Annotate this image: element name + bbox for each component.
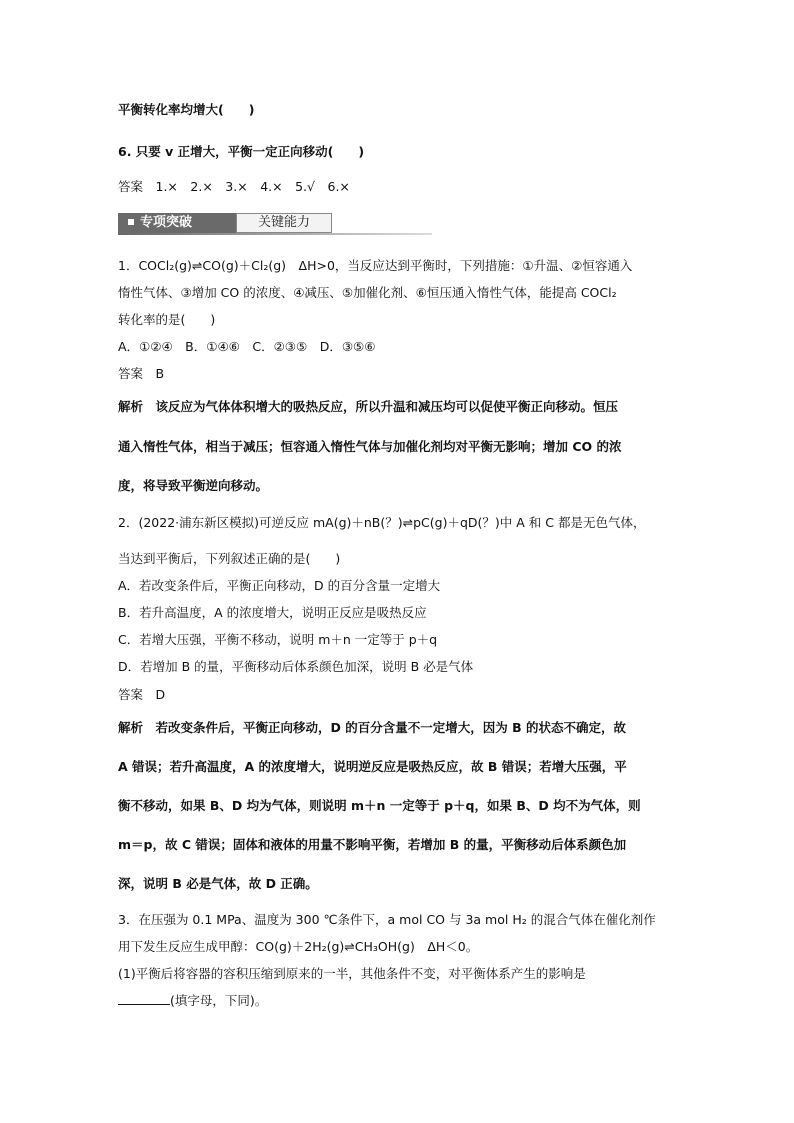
answer-line: 答案 D <box>118 687 166 702</box>
question-line: 当达到平衡后，下列叙述正确的是( ) <box>118 551 341 566</box>
analysis-line: 解析 若改变条件后，平衡正向移动，D 的百分含量不一定增大，因为 B 的状态不确定，故 <box>118 720 626 735</box>
banner-main-label: 专项突破 <box>140 215 193 230</box>
question-line: 用下发生反应生成甲醇：CO(g)＋2H₂(g)⇌CH₃OH(g) ΔH＜0。 <box>118 939 479 954</box>
question-tail: (填字母，下同)。 <box>170 993 268 1008</box>
question-line <box>118 992 267 1010</box>
option-line: A．①②④ B．①④⑥ C．②③⑤ D．③⑤⑥ <box>118 339 376 354</box>
analysis-line: A 错误；若升高温度，A 的浓度增大，说明逆反应是吸热反应，故 B 错误；若增大压强，平 <box>118 759 627 774</box>
analysis-line: 通入惰性气体，相当于减压；恒容通入惰性气体与加催化剂均对平衡无影响；增加 CO 的浓 <box>118 439 622 454</box>
banner-main <box>118 213 236 233</box>
section-banner <box>118 213 432 235</box>
square-icon <box>128 219 134 225</box>
text-line: 6. 只要 v 正增大，平衡一定正向移动( ) <box>118 144 365 159</box>
answer-line: 答案 1.× 2.× 3.× 4.× 5.√ 6.× <box>118 179 350 194</box>
option-line: C．若增大压强，平衡不移动，说明 m＋n 一定等于 p＋q <box>118 632 438 647</box>
answer-blank[interactable] <box>118 992 170 1005</box>
question-line: 3．在压强为 0.1 MPa、温度为 300 ℃条件下，a mol CO 与 3a mol H₂ 的混合气体在催化剂作 <box>118 912 656 927</box>
question-line: (1)平衡后将容器的容积压缩到原来的一半，其他条件不变，对平衡体系产生的影响是 <box>118 966 586 981</box>
banner-rule <box>118 233 432 235</box>
analysis-line: 深，说明 B 必是气体，故 D 正确。 <box>118 876 318 891</box>
option-line: D．若增加 B 的量，平衡移动后体系颜色加深，说明 B 必是气体 <box>118 659 474 674</box>
question-line: 2．(2022·浦东新区模拟)可逆反应 mA(g)＋nB(？)⇌pC(g)＋qD(？)中 A 和 C 都是无色气体， <box>118 515 646 530</box>
banner-sub: 关键能力 <box>236 213 332 233</box>
analysis-line: 度，将导致平衡逆向移动。 <box>118 478 269 493</box>
analysis-line: 衡不移动，如果 B、D 均为气体，则说明 m＋n 一定等于 p＋q，如果 B、D 均不为气体，则 <box>118 798 641 813</box>
question-line: 转化率的是( ) <box>118 312 216 327</box>
analysis-line: 解析 该反应为气体体积增大的吸热反应，所以升温和减压均可以促使平衡正向移动。恒压 <box>118 399 619 414</box>
answer-line: 答案 B <box>118 366 165 381</box>
analysis-line: m＝p，故 C 错误；固体和液体的用量不影响平衡，若增加 B 的量，平衡移动后体系颜色加 <box>118 837 627 852</box>
question-line: 1．COCl₂(g)⇌CO(g)＋Cl₂(g) ΔH>0，当反应达到平衡时，下列措施：①升温、②恒容通入 <box>118 258 633 273</box>
question-line: 惰性气体、③增加 CO 的浓度、④减压、⑤加催化剂、⑥恒压通入惰性气体，能提高 COCl₂ <box>118 285 617 300</box>
text-line: 平衡转化率均增大( ) <box>118 102 255 117</box>
option-line: A．若改变条件后，平衡正向移动，D 的百分含量一定增大 <box>118 578 441 593</box>
option-line: B．若升高温度，A 的浓度增大，说明正反应是吸热反应 <box>118 605 427 620</box>
